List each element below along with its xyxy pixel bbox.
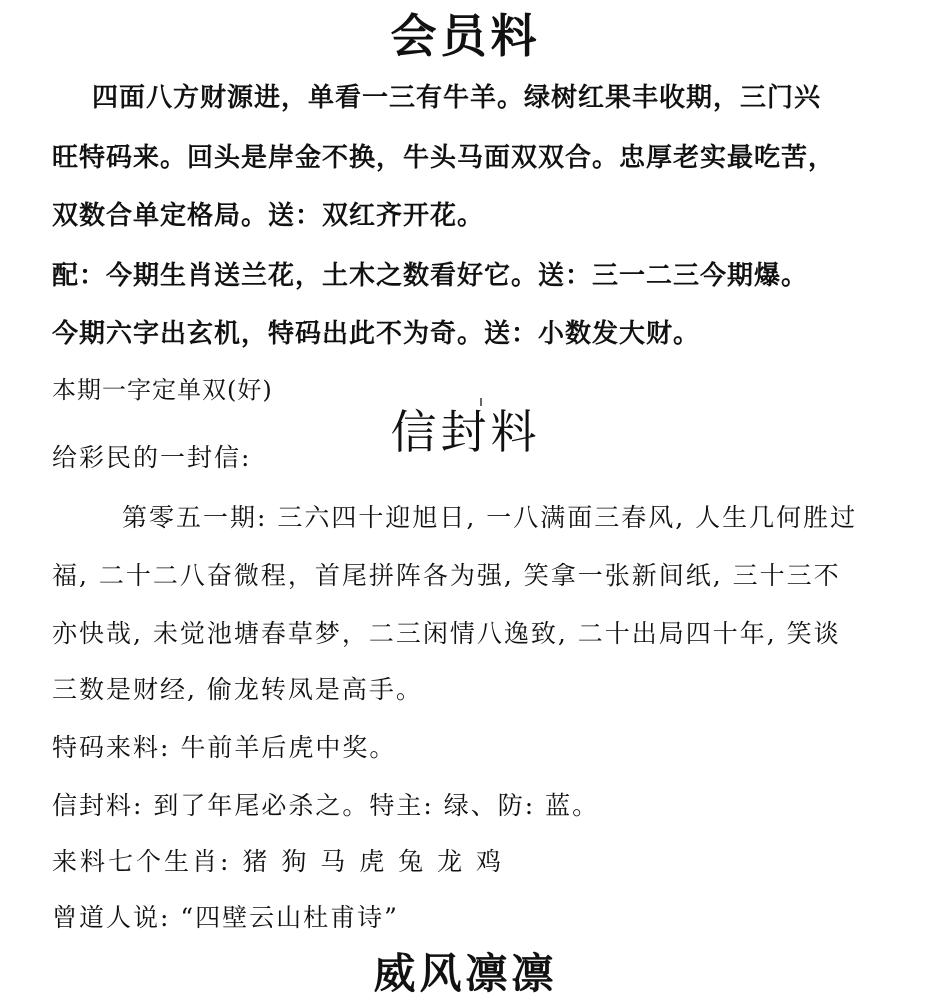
member-line-3: 双数合单定格局。送：双红齐开花。 <box>52 201 485 231</box>
letter-line-3: 亦快哉, 未觉池塘春草梦，二三闲情八逸致, 二十出局四十年, 笑谈 <box>52 619 841 648</box>
member-line-2: 旺特码来。回头是岸金不换，牛头马面双双合。忠厚老实最吃苦， <box>52 143 836 173</box>
letter-line-1: 第零五一期: 三六四十迎旭日, 一八满面三春风, 人生几何胜过 <box>122 503 858 532</box>
member-line-5: 今期六字出玄机，特码出此不为奇。送：小数发大财。 <box>52 319 701 349</box>
letter-greeting: 给彩民的一封信: <box>52 443 252 472</box>
letter-line-5: 特码来料: 牛前羊后虎中奖。 <box>52 733 397 762</box>
letter-line-6: 信封料: 到了年尾必杀之。特主: 绿、防: 蓝。 <box>52 791 600 820</box>
member-section-title: 会员料 <box>390 9 541 63</box>
letter-line-8: 曾道人说: “四壁云山杜甫诗” <box>52 903 399 932</box>
letter-section-title: 信封料 <box>390 405 541 459</box>
member-line-1: 四面八方财源进，单看一三有牛羊。绿树红果丰收期，三门兴 <box>92 83 822 113</box>
member-line-4: 配：今期生肖送兰花，土木之数看好它。送：三一二三今期爆。 <box>52 261 809 291</box>
letter-line-4: 三数是财经, 偷龙转凤是高手。 <box>52 675 423 704</box>
letter-line-2: 福, 二十二八奋微程，首尾拼阵各为强, 笑拿一张新间纸, 三十三不 <box>52 561 841 590</box>
letter-line-7: 来料七个生肖: 猪 狗 马 虎 兔 龙 鸡 <box>52 847 505 876</box>
weifeng-section-title: 威风凛凛 <box>373 949 558 998</box>
member-line-6: 本期一字定单双(好) <box>52 376 273 404</box>
